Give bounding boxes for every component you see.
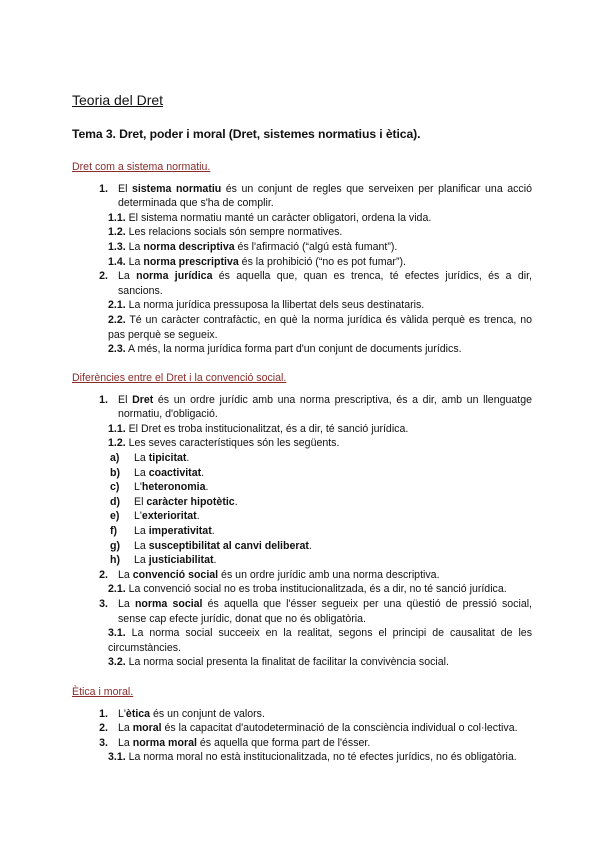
list-item	[72, 182, 532, 211]
item-text: La convenció social no es troba institucionalitzada, és a dir, no té sanció jurídica.	[125, 583, 507, 596]
text-run: és un conjunt de regles que serveixen per planificar una acció determinada que s'ha de complir.	[118, 182, 532, 210]
item-letter: a)	[110, 451, 120, 464]
list-subitem	[108, 313, 532, 342]
list-letter-item	[110, 480, 532, 495]
text-run: L'	[134, 481, 142, 494]
item-number: 3.1.	[108, 751, 126, 764]
bold-term: moral	[132, 722, 162, 735]
list-subitem	[108, 626, 532, 655]
text-run: L'	[134, 510, 142, 523]
section-heading: Dret com a sistema normatiu.	[72, 161, 211, 173]
item-text	[118, 707, 532, 722]
item-number: 2.2.	[108, 313, 126, 326]
list-subitem	[108, 655, 532, 670]
text-run: és aquella que forma part de l'ésser.	[196, 736, 371, 749]
item-letter: e)	[110, 510, 120, 523]
bold-term: susceptibilitat al canvi deliberat	[148, 539, 309, 552]
item-number: 1.2.	[108, 437, 126, 450]
text-run: La	[134, 466, 149, 479]
list-letter-item	[110, 553, 532, 568]
text-run: La	[118, 597, 135, 610]
list-letter-item	[110, 495, 532, 510]
text-run: és aquella que, quan es trenca, té efectes jurídics, és a dir, sancions.	[118, 270, 532, 297]
section-heading: Diferències entre el Dret i la convenció social.	[72, 372, 287, 384]
text-run: El	[118, 182, 132, 195]
list-item	[72, 707, 532, 722]
text-run: .	[213, 554, 217, 567]
bold-term: caràcter hipotètic	[146, 495, 235, 508]
item-letter: d)	[110, 495, 120, 508]
list-subitem	[108, 298, 532, 313]
list-letter-item	[110, 509, 532, 524]
text-run: és un conjunt de valors.	[150, 707, 265, 720]
list-subitem	[108, 582, 532, 597]
list-item	[72, 393, 532, 422]
text-run: La	[125, 240, 144, 253]
list-item	[72, 269, 532, 298]
item-number: 1.	[99, 393, 108, 406]
item-number: 3.2.	[108, 656, 126, 669]
item-number: 2.	[99, 722, 108, 735]
item-text: Les relacions socials són sempre normatives.	[125, 226, 343, 239]
text-run: és la prohibició (“no es pot fumar”).	[238, 255, 406, 268]
text-run: és un ordre jurídic amb una norma descriptiva.	[218, 568, 440, 581]
text-run: és l'afirmació (“algú està fumant”).	[234, 240, 398, 253]
list-subitem	[108, 240, 532, 255]
item-text: A més, la norma jurídica forma part d'un conjunt de documents jurídics.	[125, 343, 462, 356]
text-run: és aquella que l'ésser segueix per una qüestió de pressió social, sense cap efecte jurídic, donat que no és obligatòria.	[118, 597, 533, 625]
list-letter-item	[110, 524, 532, 539]
item-text: La norma social presenta la finalitat de facilitar la convivència social.	[125, 656, 449, 669]
item-number: 1.	[99, 707, 108, 720]
list-letter-item	[110, 451, 532, 466]
item-number: 2.	[99, 270, 108, 283]
item-letter: f)	[110, 524, 118, 537]
item-letter: b)	[110, 466, 120, 479]
section-dret-sistema-normatiu	[72, 160, 532, 357]
bold-term: norma prescriptiva	[143, 255, 239, 268]
item-text: La norma moral no està institucionalitzada, no té efectes jurídics, no és obligatòria.	[125, 751, 517, 764]
bold-term: exterioritat	[141, 510, 197, 523]
text-run: La	[134, 539, 149, 552]
item-text	[118, 597, 532, 626]
bold-term: norma moral	[132, 736, 197, 749]
item-number: 1.1.	[108, 211, 126, 224]
item-number: 3.	[99, 597, 108, 610]
text-run: La	[118, 568, 133, 581]
list-item	[72, 721, 532, 736]
text-run: El	[118, 393, 133, 406]
item-number: 1.1.	[108, 422, 126, 435]
item-number: 1.4.	[108, 255, 126, 268]
item-text: La norma social succeeix en la realitat, segons el principi de causalitat de les circumstàncies.	[108, 627, 532, 654]
item-number: 3.1.	[108, 627, 126, 640]
item-number: 1.	[99, 182, 108, 195]
text-run: és un ordre jurídic amb una norma prescriptiva, és a dir, amb un llenguatge normatiu, d'obligació.	[118, 393, 532, 421]
section-heading: Ètica i moral.	[72, 686, 134, 698]
list-item	[72, 736, 532, 751]
item-number: 2.	[99, 568, 108, 581]
item-letter: h)	[110, 554, 120, 567]
list-letter-item	[110, 466, 532, 481]
bold-term: coactivitat	[148, 466, 202, 479]
list-item	[72, 597, 532, 626]
document-subtitle: Tema 3. Dret, poder i moral (Dret, sistemes normatius i ètica).	[72, 127, 421, 141]
bold-term: norma social	[134, 597, 203, 610]
item-text: El sistema normatiu manté un caràcter obligatori, ordena la vida.	[125, 211, 432, 224]
section-etica-moral	[72, 685, 532, 765]
item-text	[118, 568, 532, 583]
list-subitem	[108, 211, 532, 226]
list-letter-item	[110, 539, 532, 554]
bold-term: ètica	[125, 707, 151, 720]
list-subitem	[108, 342, 532, 357]
list-subitem	[108, 225, 532, 240]
item-text	[118, 182, 532, 211]
text-run: La	[118, 722, 133, 735]
item-text: El Dret es troba institucionalitzat, és a dir, té sanció jurídica.	[125, 422, 409, 435]
text-run: La	[134, 554, 149, 567]
item-number: 3.	[99, 736, 108, 749]
text-run: .	[308, 539, 312, 552]
bold-term: norma descriptiva	[143, 240, 235, 253]
bold-term: norma jurídica	[136, 270, 213, 283]
item-number: 2.1.	[108, 299, 126, 312]
text-run: El	[134, 495, 147, 508]
item-letter: c)	[110, 481, 120, 494]
bold-term: convenció social	[132, 568, 219, 581]
text-run: .	[234, 495, 238, 508]
list-item	[72, 568, 532, 583]
text-run: és la capacitat d'autodeterminació de la consciència individual o col·lectiva.	[161, 722, 518, 735]
item-text: Les seves característiques són les següents.	[125, 437, 340, 450]
item-number: 2.1.	[108, 583, 126, 596]
list-subitem	[108, 750, 532, 765]
text-run: La	[125, 255, 144, 268]
list-subitem	[108, 422, 532, 437]
section-dret-convencio-social	[72, 371, 532, 670]
bold-term: Dret	[132, 393, 154, 406]
bold-term: justiciabilitat	[148, 554, 214, 567]
list-subitem	[108, 255, 532, 270]
list-subitem	[108, 436, 532, 451]
document-title: Teoria del Dret	[72, 92, 164, 108]
item-number: 1.3.	[108, 240, 126, 253]
item-text	[118, 721, 532, 736]
item-text	[118, 736, 532, 751]
text-run: .	[201, 466, 205, 479]
item-letter: g)	[110, 539, 120, 552]
item-text: La norma jurídica pressuposa la llibertat dels seus destinataris.	[125, 299, 425, 312]
bold-term: sistema normatiu	[131, 182, 222, 195]
text-run: L'	[118, 707, 126, 720]
text-run: .	[205, 481, 209, 494]
text-run: La	[134, 524, 149, 537]
item-text	[118, 269, 532, 298]
text-run: La	[134, 451, 149, 464]
item-number: 1.2.	[108, 226, 126, 239]
text-run: La	[118, 270, 137, 283]
item-number: 2.3.	[108, 343, 126, 356]
text-run: La	[118, 736, 133, 749]
item-text: Té un caràcter contrafàctic, en què la norma jurídica és vàlida perquè es trenca, no pas perquè se segueix.	[108, 313, 532, 341]
text-run: .	[196, 510, 200, 523]
bold-term: imperativitat	[148, 524, 212, 537]
item-text	[118, 393, 532, 422]
text-run: .	[211, 524, 215, 537]
bold-term: tipicitat	[148, 451, 187, 464]
text-run: .	[186, 451, 190, 464]
bold-term: heteronomia	[141, 481, 206, 494]
